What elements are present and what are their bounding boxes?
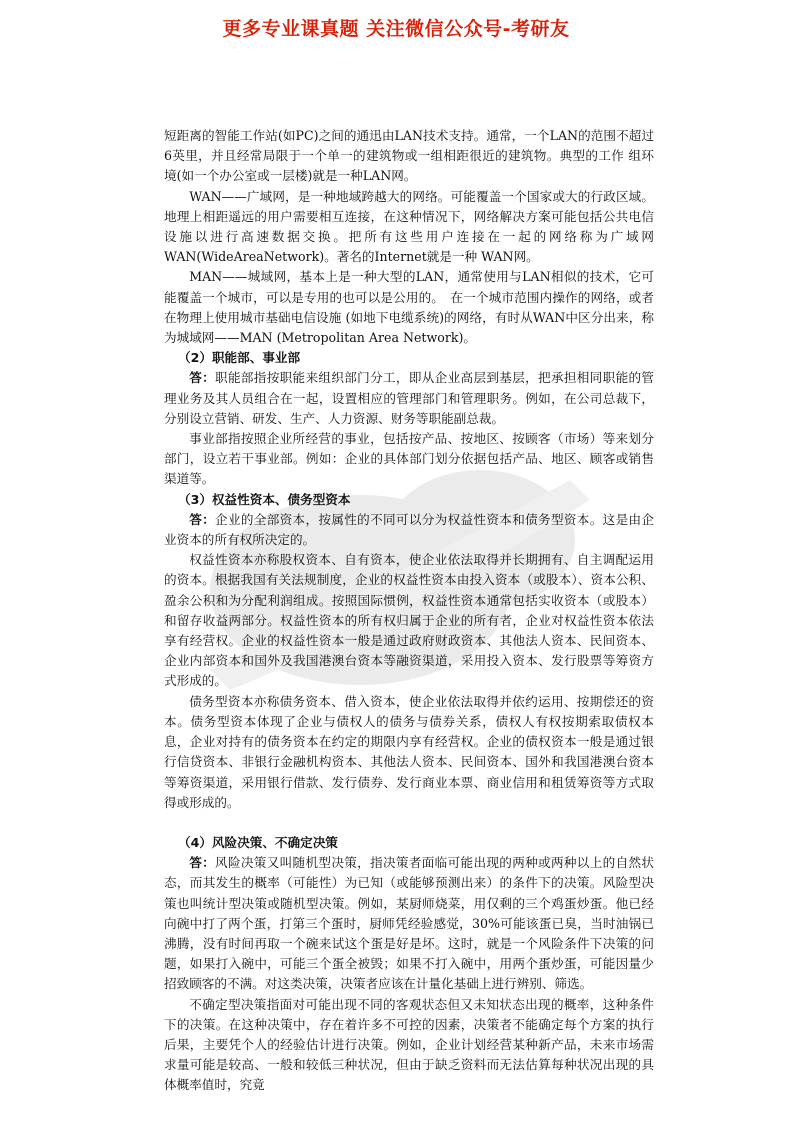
answer-label: 答： (189, 855, 216, 871)
section2-text-1: 职能部指按职能来组织部门分工，即从企业高层到基层，把承担相同职能的管理业务及其人员组合在一起，设置相应的管理部门和管理职务。例如，在公司总裁下，分别设立营销、研发、生产、人力资源、财务等职能副总裁。 (164, 370, 655, 426)
paragraph-lan: 短距离的智能工作站(如PC)之间的通迅由LAN技术支持。通常，一个LAN的范围不超过6英里，并且经常局限于一个单一的建筑物或一组相距很近的建筑物。典型的工作 组环境(如一个办公室或一层楼)就是一种LAN网。 (164, 128, 654, 184)
section3-paragraph-2: 权益性资本亦称股权资本、自有资本，使企业依法取得并长期拥有、自主调配运用的资本。根据我国有关法规制度，企业的权益性资本由投入资本（或股本）、资本公积、盈余公积和为分配利润组成。按照国际惯例，权益性资本通常包括实收资本（或股本）和留存收益两部分。权益性资本的所有权归属于企业的所有者，企业对权益性资本依法享有经营权。企业的权益性资本一般是通过政府财政资本、其他法人资本、民间资本、企业内部资本和国外及我国港澳台资本等融资渠道，采用投入资本、发行股票等筹资方式形成的。 (164, 552, 654, 689)
section4-text-1: 风险决策又叫随机型决策，指决策者面临可能出现的两种或两种以上的自然状态，而其发生的概率（可能性）为已知（或能够预测出来）的条件下的决策。风险型决策也叫统计型决策或随机型决策。例如，某厨师烧菜，用仅剩的三个鸡蛋炒蛋。他已经向碗中打了两个蛋，打第三个蛋时，厨师凭经验感觉，30%可能该蛋已臭，当时油锅已沸腾，没有时间再取一个碗来试这个蛋是好是坏。这时，就是一个风险条件下决策的问题，如果打入碗中，可能三个蛋全被毁；如果不打入碗中，用两个蛋炒蛋，可能因量少招致顾客的不满。对这类决策，决策者应该在计量化基础上进行辨别、筛选。 (164, 855, 655, 992)
paragraph-wan: WAN——广域网，是一种地域跨越大的网络。可能覆盖一个国家或大的行政区域。地理上相距遥远的用户需要相互连接，在这种情况下，网络解决方案可能包括公共电信设施以进行高速数据交换。把所有这些用户连接在一起的网络称为广域网WAN(WideAreaNetwork)。著名的Internet就是一种 WAN网。 (164, 188, 654, 265)
section-heading-3: （3）权益性资本、债务型资本 (178, 491, 351, 507)
paragraph-man: MAN——城域网，基本上是一种大型的LAN，通常使用与LAN相似的技术，它可能覆盖一个城市，可以是专用的也可以是公用的。 在一个城市范围内操作的网络，或者在物理上使用城市基础电信设施 (如地下电缆系统)的网络，有时从WAN中区分出来，称为城域网——MAN (Metropolitan Area Network)。 (164, 269, 654, 346)
answer-label: 答： (189, 370, 216, 386)
promo-banner: 更多专业课真题 关注微信公众号-考研友 (222, 18, 570, 40)
section4-paragraph-2: 不确定型决策指面对可能出现不同的客观状态但又未知状态出现的概率，这种条件下的决策。在这种决策中，存在着许多不可控的因素，决策者不能确定每个方案的执行后果，主要凭个人的经验估计进行决策。例如，企业计划经营某种新产品，未来市场需求量可能是较高、一般和较低三种状况，但由于缺乏资料而无法估算每种状况出现的具体概率值时，究竟 (164, 996, 654, 1093)
section2-answer (164, 368, 654, 429)
spacer (164, 813, 654, 833)
answer-label: 答： (189, 511, 216, 527)
section-heading-2: （2）职能部、事业部 (178, 350, 301, 366)
document-body (164, 126, 654, 1096)
section3-text-1: 企业的全部资本，按属性的不同可以分为权益性资本和债务型资本。这是由企业资本的所有权所决定的。 (164, 511, 655, 548)
section-heading-4: （4）风险决策、不确定决策 (178, 834, 338, 850)
section4-answer (164, 853, 654, 994)
section2-paragraph-2: 事业部指按照企业所经营的事业，包括按产品、按地区、按顾客（市场）等来划分部门，设立若干事业部。例如：企业的具体部门划分依据包括产品、地区、顾客或销售渠道等。 (164, 431, 654, 487)
section3-paragraph-3: 债务型资本亦称债务资本、借入资本，使企业依法取得并依约运用、按期偿还的资本。债务型资本体现了企业与债权人的债务与债券关系，债权人有权按期索取债权本息，企业对持有的债务资本在约定的期限内享有经营权。企业的债权资本一般是通过银行信贷资本、非银行金融机构资本、其他法人资本、民间资本、国外和我国港澳台资本等筹资渠道，采用银行借款、发行债券、发行商业本票、商业信用和租赁筹资等方式取得或形成的。 (164, 693, 654, 810)
section3-answer (164, 510, 654, 550)
